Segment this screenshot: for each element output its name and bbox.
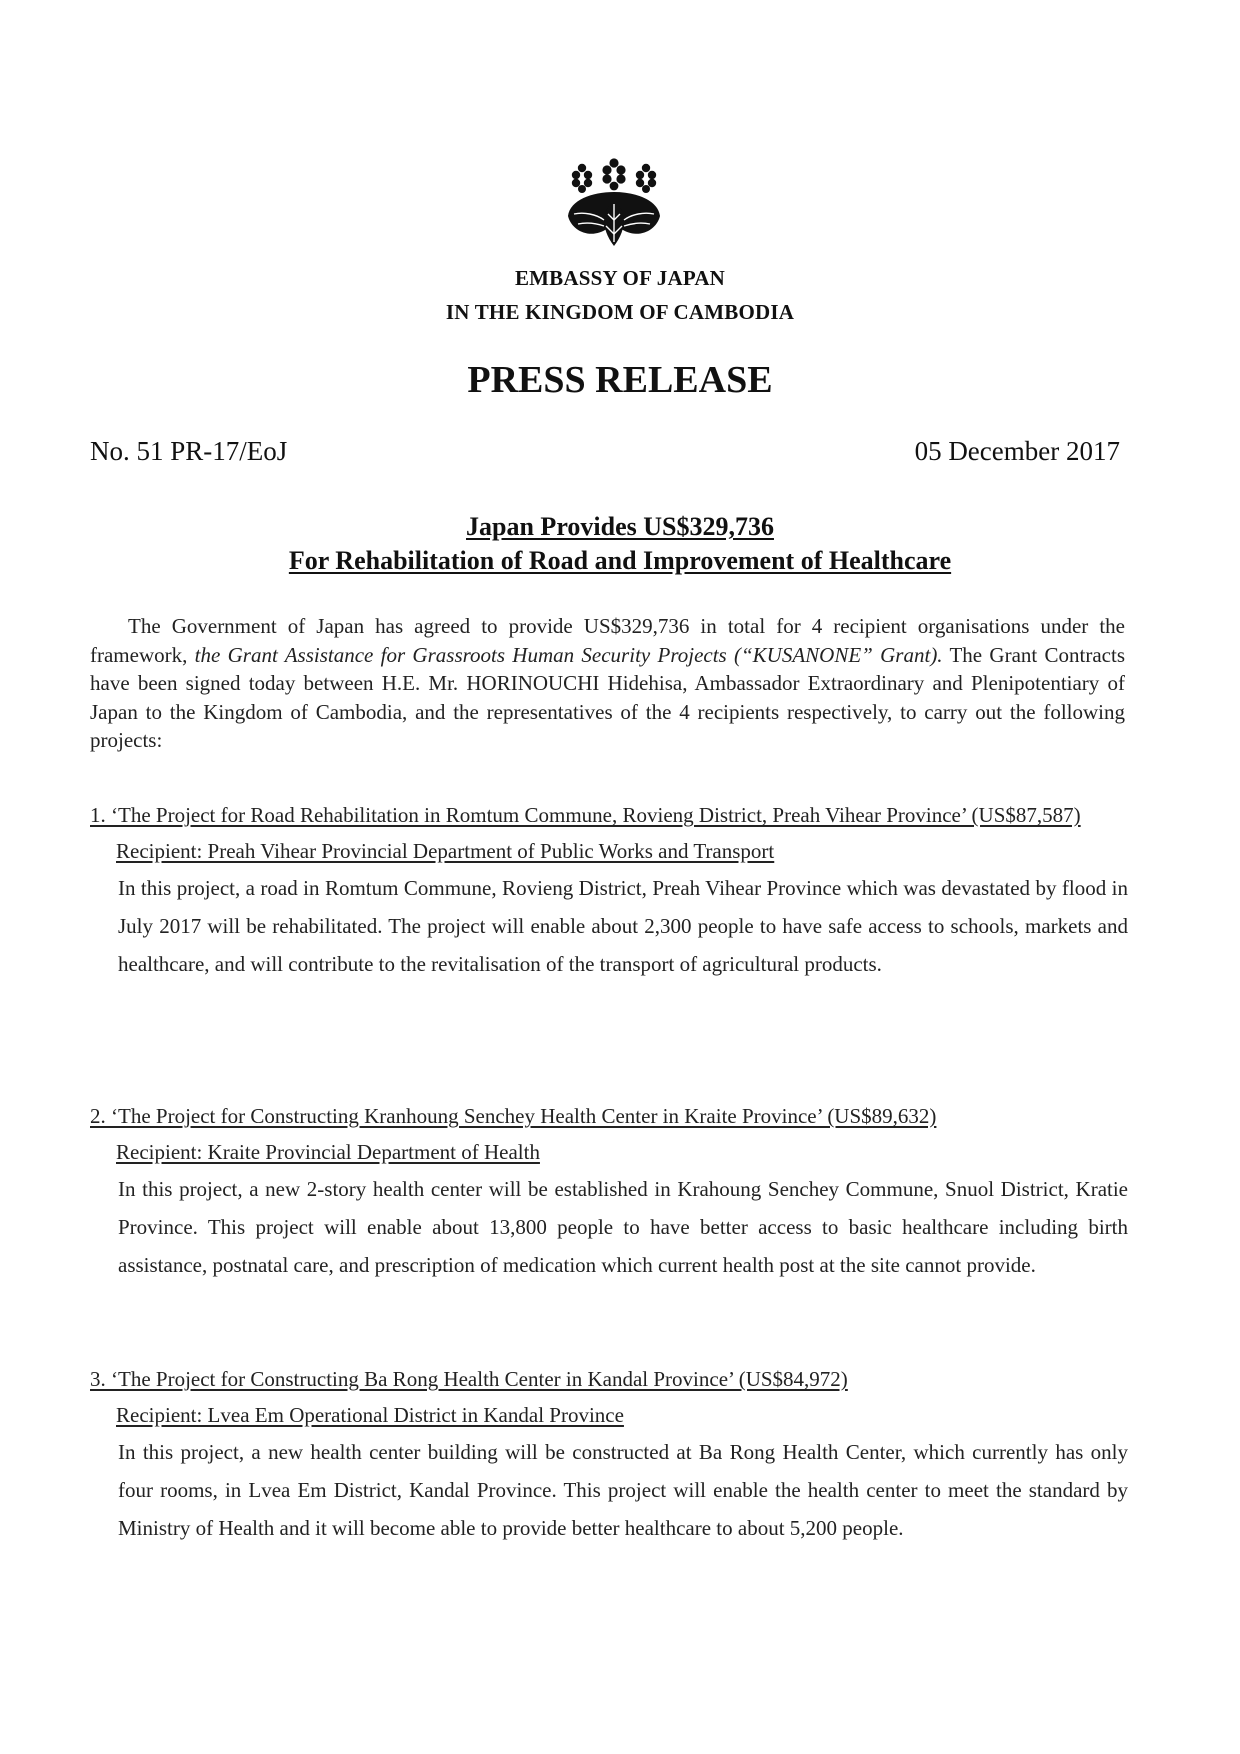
intro-text-before: The Government of Japan has agreed to provide US$329,736 in total for 4 recipient organisations under the framework,: [90, 614, 1125, 667]
project-item-3: [90, 1361, 1130, 1547]
intro-text-after: The Grant Contracts have been signed today between H.E. Mr. HORINOUCHI Hidehisa, Ambassador Extraordinary and Plenipotentiary of Japan to the Kingdom of Cambodia, and the representatives of the 4 recipients respectively, to carry out the following projects:: [90, 642, 1125, 753]
project-recipient: Recipient: Kraite Provincial Department of Health: [116, 1140, 540, 1164]
embassy-location: IN THE KINGDOM OF CAMBODIA: [445, 300, 795, 324]
reference-number: No. 51 PR-17/EoJ: [90, 436, 288, 466]
headline-line-2: For Rehabilitation of Road and Improvement of Healthcare: [288, 546, 952, 575]
document-title: PRESS RELEASE: [467, 359, 773, 401]
intro-paragraph: [90, 612, 1125, 755]
project-recipient: Recipient: Preah Vihear Provincial Department of Public Works and Transport: [116, 839, 775, 863]
release-date: 05 December 2017: [914, 436, 1120, 466]
reference-row: [90, 436, 1120, 472]
project-description: In this project, a new 2-story health center will be established in Krahoung Senchey Commune, Snuol District, Kratie Province. This project will enable about 13,800 people to have better access to basic healthcare including birth assistance, postnatal care, and prescription of medication which current health post at the site cannot provide.: [118, 1177, 1128, 1277]
project-item-2: [90, 1098, 1130, 1284]
project-title: 3. ‘The Project for Constructing Ba Rong Health Center in Kandal Province’ (US$84,972): [90, 1367, 848, 1391]
project-item-1: [90, 797, 1130, 983]
project-title: 2. ‘The Project for Constructing Kranhoung Senchey Health Center in Kraite Province’ (US$89,632): [90, 1104, 937, 1128]
project-description: In this project, a new health center building will be constructed at Ba Rong Health Center, which currently has only four rooms, in Lvea Em District, Kandal Province. This project will enable the health center to meet the standard by Ministry of Health and it will become able to provide better healthcare to about 5,200 people.: [118, 1440, 1128, 1540]
grant-name: the Grant Assistance for Grassroots Human Security Projects (“KUSANONE” Grant).: [194, 642, 943, 667]
project-recipient: Recipient: Lvea Em Operational District in Kandal Province: [116, 1403, 624, 1427]
project-title: 1. ‘The Project for Road Rehabilitation in Romtum Commune, Rovieng District, Preah Vihear Province’ (US$87,587): [90, 803, 1081, 827]
embassy-name: EMBASSY OF JAPAN: [514, 266, 726, 290]
paulownia-emblem-icon: [562, 158, 666, 248]
project-description: In this project, a road in Romtum Commune, Rovieng District, Preah Vihear Province which was devastated by flood in July 2017 will be rehabilitated. The project will enable about 2,300 people to have safe access to schools, markets and healthcare, and will contribute to the revitalisation of the transport of agricultural products.: [118, 876, 1128, 976]
headline-line-1: Japan Provides US$329,736: [466, 512, 774, 541]
